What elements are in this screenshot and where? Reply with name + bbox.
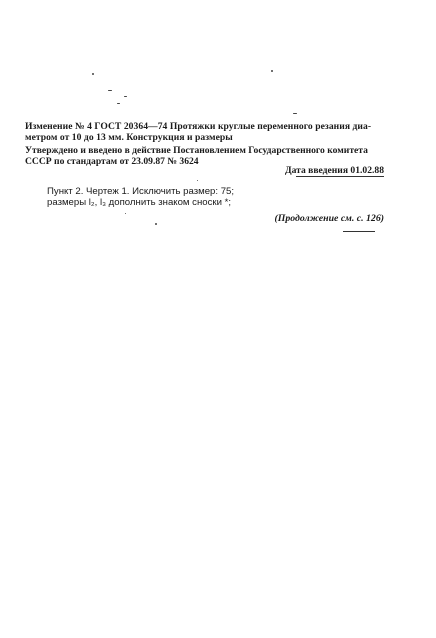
continuation-note: (Продолжение см. с. 126) xyxy=(274,213,384,224)
scan-speck xyxy=(117,103,120,104)
closing-rule xyxy=(343,231,375,232)
clause-line-2: размеры l₂, l₃ дополнить знаком сноски *; xyxy=(47,197,232,208)
scan-speck xyxy=(155,223,157,225)
scan-speck xyxy=(124,96,127,97)
approval-line-1: Утверждено и введено в действие Постановлением Государственного комитета xyxy=(25,145,368,156)
change-notice-line-2: метром от 10 до 13 мм. Конструкция и размеры xyxy=(25,132,233,143)
scan-speck xyxy=(293,113,297,114)
scan-speck xyxy=(271,70,273,72)
scan-speck xyxy=(108,90,112,91)
change-notice-line-1: Изменение № 4 ГОСТ 20364—74 Протяжки круглые переменного резания диа- xyxy=(25,121,372,132)
scan-speck xyxy=(92,73,94,75)
effective-date-underline xyxy=(296,176,384,177)
effective-date: Дата введения 01.02.88 xyxy=(284,165,384,176)
clause-line-1: Пункт 2. Чертеж 1. Исключить размер: 75; xyxy=(47,186,235,197)
scan-speck xyxy=(197,180,198,181)
approval-line-2: СССР по стандартам от 23.09.87 № 3624 xyxy=(25,156,199,167)
scan-speck xyxy=(125,213,126,214)
